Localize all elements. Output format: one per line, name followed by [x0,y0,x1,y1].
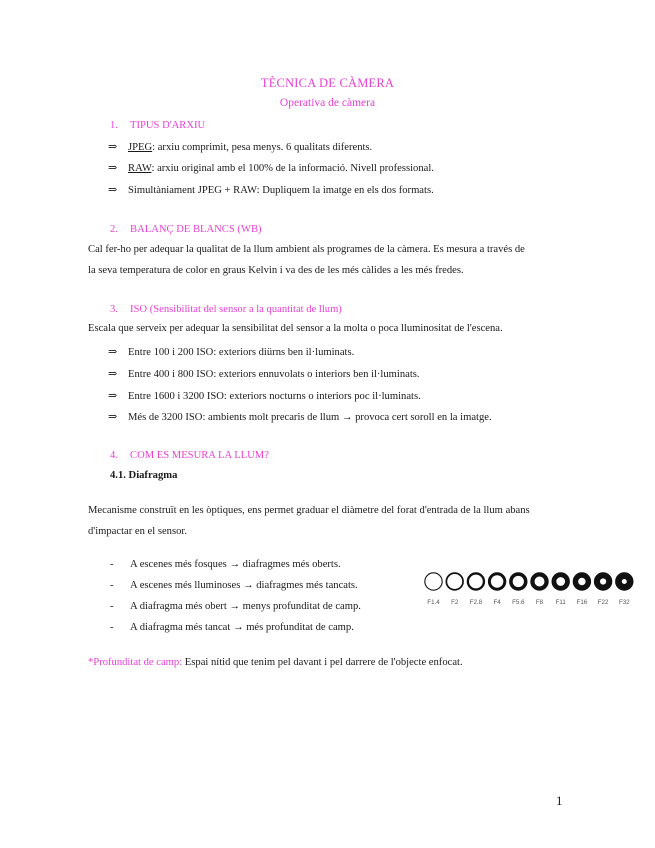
list-item-text: Entre 1600 i 3200 ISO: exteriors nocturns o interiors poc il·luminats. [128,391,421,402]
section-1-number: 1. [110,120,118,131]
fstop-label: F11 [555,599,566,606]
list-item-text: : arxiu original amb el 100% de la informació. Nivell professional. [151,163,434,174]
section-4-heading [110,450,269,461]
double-arrow-icon: ⇒ [108,162,118,174]
aperture-circle-icon [511,574,526,589]
page-title: TÈCNICA DE CÀMERA [260,76,395,90]
list-item [108,140,372,153]
list-item [108,389,421,402]
list-item-text: : arxiu comprimit, pesa menys. 6 qualitats diferents. [152,142,373,153]
paragraph-line: Cal fer-ho per adequar la qualitat de la llum ambient als programes de la càmera. Es mesura a través de [88,244,525,255]
list-item [108,161,434,174]
double-arrow-icon: ⇒ [108,390,118,402]
footnote-text: Espai nítid que tenim pel davant i pel darrere de l'objecte enfocat. [182,657,463,668]
aperture-circle-icon [468,573,484,589]
section-2-heading [110,224,262,235]
aperture-circle-icon [532,574,546,588]
list-item-text: Entre 400 i 800 ISO: exteriors ennuvolats o interiors ben il·luminats. [128,369,420,380]
list-item-text: A diafragma més tancat → més profunditat de camp. [130,622,354,633]
section-2-number: 2. [110,224,118,235]
fstop-label: F32 [618,599,630,606]
double-arrow-icon: ⇒ [108,184,118,196]
list-item-text: Simultàniament JPEG + RAW: Dupliquem la imatge en els dos formats. [128,185,434,196]
aperture-circle-icon [618,576,630,588]
aperture-circle-icon [425,573,442,590]
fstop-label: F16 [576,599,588,606]
list-item [108,345,354,358]
aperture-circle-icon [446,573,463,590]
term-jpeg: JPEG [128,142,153,153]
dash-bullet: - [110,580,114,591]
paragraph-line: Mecanisme construït en les òptiques, ens permet graduar el diàmetre del forat d'entrada de la llum abans [88,505,530,516]
list-item [110,622,354,633]
double-arrow-icon: ⇒ [108,368,118,380]
double-arrow-icon: ⇒ [108,346,118,358]
double-arrow-icon: ⇒ [108,411,118,423]
list-item-text: Entre 100 i 200 ISO: exteriors diürns ben il·luminats. [128,347,355,358]
section-3-number: 3. [110,304,118,315]
aperture-circle-icon [554,575,568,589]
dash-bullet: - [110,601,114,612]
list-item [110,580,358,591]
aperture-circle-icon [597,575,609,587]
list-item [108,183,434,196]
page-number: 1 [556,793,563,808]
section-4-number: 4. [110,450,118,461]
fstop-label: F5.6 [512,599,525,606]
section-4-subheading: 4.1. Diafragma [110,470,178,481]
list-item-text: Més de 3200 ISO: ambients molt precaris de llum → provoca cert soroll en la imatge. [128,412,492,423]
fstop-label: F8 [535,599,544,606]
fstop-label: F2 [451,599,459,606]
section-2-title: BALANÇ DE BLANCS (WB) [130,224,262,235]
paragraph-line: d'impactar en el sensor. [88,526,187,537]
section-1-title: TIPUS D'ARXIU [130,120,206,131]
term-raw: RAW [128,163,152,174]
list-item [110,559,341,570]
fstop-label: F2.8 [469,599,483,606]
footnote-term: Profunditat de camp: [93,657,183,668]
aperture-circle-icon [489,574,504,589]
section-2-paragraph [88,239,568,281]
paragraph-line: la seva temperatura de color en graus Kelvin i va des de les més càlides a les més fredes. [88,265,464,276]
page-subtitle: Operativa de càmera [279,97,376,109]
fstop-label: F1.4 [427,599,440,606]
aperture-circle-icon [575,575,588,588]
list-item [108,367,420,380]
fstop-label: F22 [597,599,609,606]
section-3-intro: Escala que serveix per adequar la sensibilitat del sensor a la molta o poca lluminositat de l'escena. [88,323,503,334]
list-item-text: A escenes més fosques → diafragmes més oberts. [130,559,341,570]
section-1-heading [110,120,205,131]
list-item [108,410,492,423]
list-item-text: A escenes més lluminoses → diafragmes més tancats. [130,580,358,591]
section-4-title: COM ES MESURA LA LLUM? [130,450,269,461]
section-3-heading [110,304,342,315]
double-arrow-icon: ⇒ [108,141,118,153]
fstop-label: F4 [493,599,501,606]
dash-bullet: - [110,559,114,570]
dash-bullet: - [110,622,114,633]
footnote [88,657,463,668]
list-item [110,601,361,612]
list-item-text: A diafragma més obert → menys profunditat de camp. [130,601,361,612]
section-3-title: ISO (Sensibilitat del sensor a la quantitat de llum) [130,304,342,315]
section-4-paragraph [88,500,568,542]
footnote-marker: * [88,657,94,668]
aperture-diagram [423,571,635,609]
